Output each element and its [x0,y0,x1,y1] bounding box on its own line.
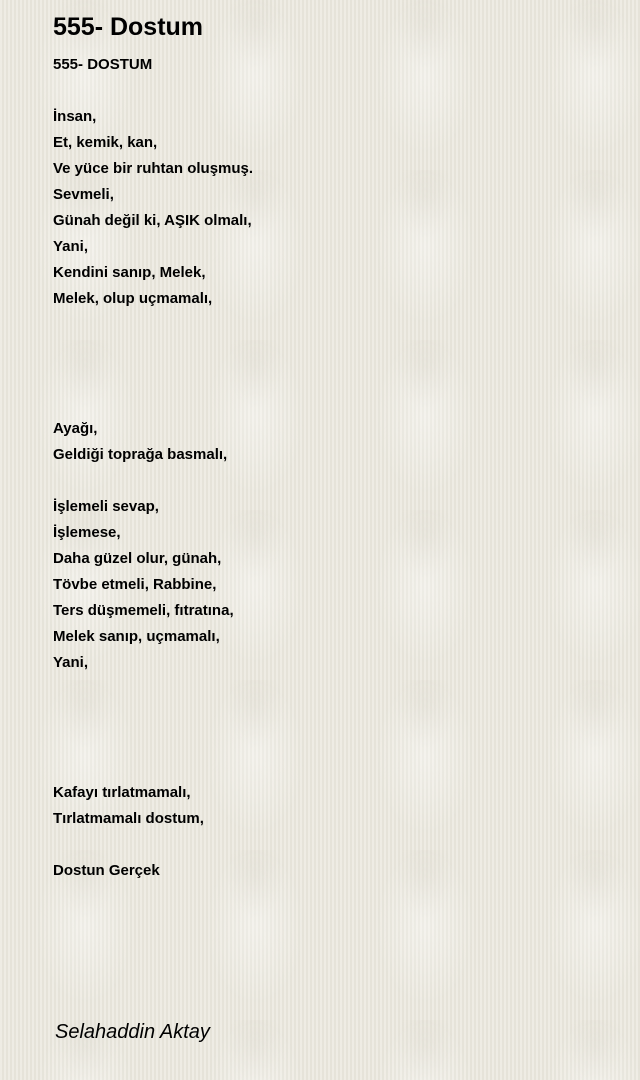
poem-line: Yani, [53,238,89,255]
poem-line: Kendini sanıp, Melek, [53,264,206,281]
author-signature: Selahaddin Aktay [55,1021,210,1043]
poem-line: Dostun Gerçek [53,862,160,879]
poem-line: İşlemese, [53,524,121,541]
poem-line: Yani, [53,654,89,671]
poem-line: Melek, olup uçmamalı, [53,290,213,307]
poem-line: Günah değil ki, AŞIK olmalı, [53,212,252,229]
poem-line [53,390,253,416]
poem-line [53,364,253,390]
poem-line [53,338,253,364]
poem-line [53,468,253,494]
poem-line [53,754,253,780]
poem-line: İşlemeli sevap, [53,498,159,515]
poem-line: İnsan, [53,108,97,125]
poem-line [53,312,253,338]
poem-line: 555- DOSTUM [53,56,153,73]
poem-line [53,728,253,754]
poem-line [53,702,253,728]
poem-line: Ters düşmemeli, fıtratına, [53,602,234,619]
poem-line [53,832,253,858]
poem-line: Geldiği toprağa basmalı, [53,446,228,463]
poem-line: Et, kemik, kan, [53,134,158,151]
poem-line: Ve yüce bir ruhtan oluşmuş. [53,160,254,177]
poem-title: 555- Dostum [53,13,204,41]
poem-line: Tövbe etmeli, Rabbine, [53,576,217,593]
poem-line [53,676,253,702]
poem-line: Daha güzel olur, günah, [53,550,222,567]
poem-line: Ayağı, [53,420,98,437]
poem-line: Kafayı tırlatmamalı, [53,784,191,801]
poem-line: Sevmeli, [53,186,114,203]
poem-body [53,52,253,884]
poem-line: Tırlatmamalı dostum, [53,810,204,827]
poem-line [53,78,253,104]
poem-line: Melek sanıp, uçmamalı, [53,628,220,645]
